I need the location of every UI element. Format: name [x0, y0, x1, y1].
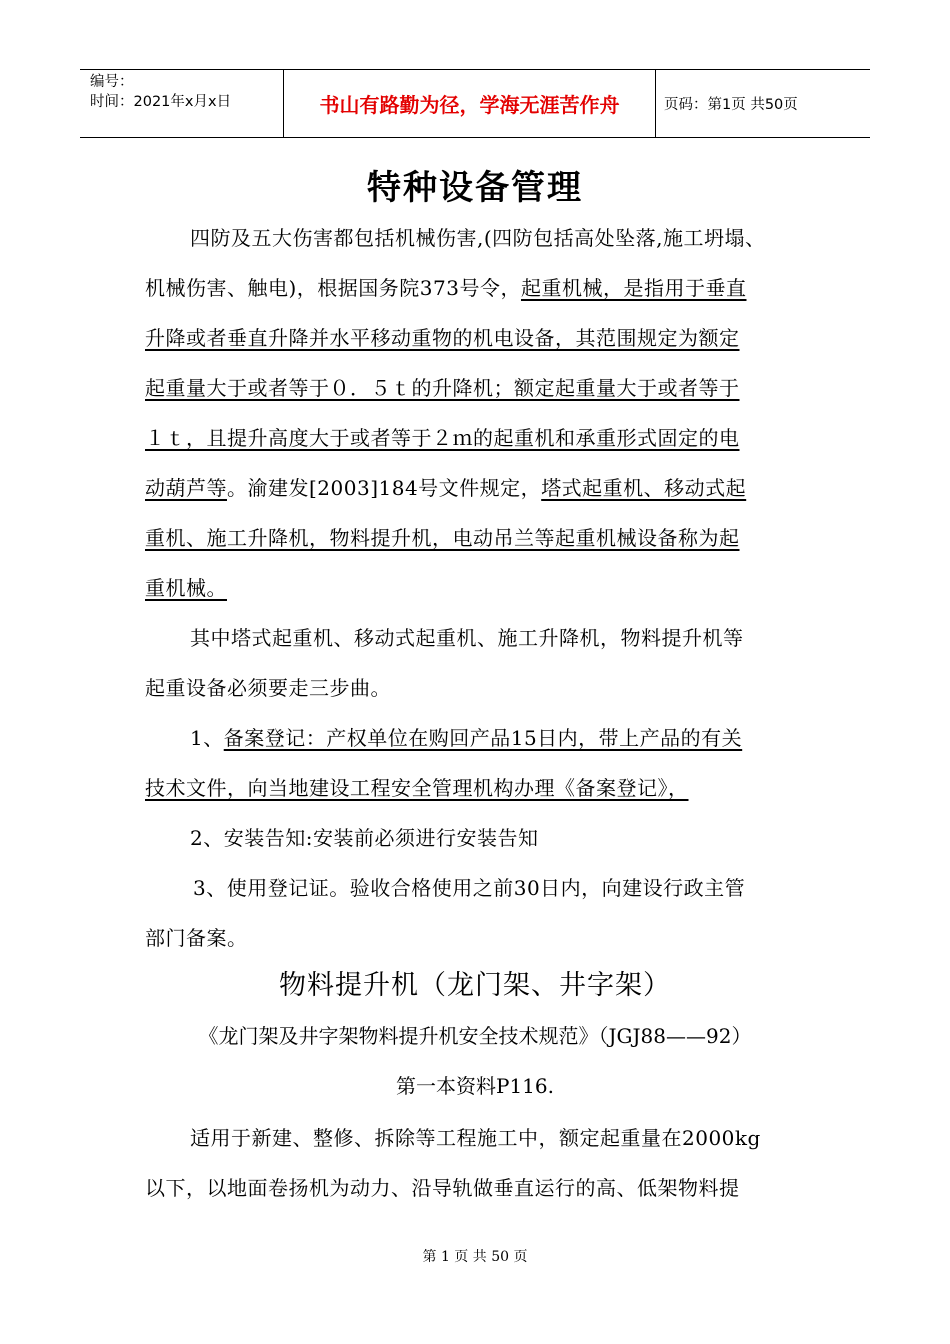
- step3-line2: 部门备案。: [145, 926, 248, 950]
- para1-line8: 重机械。: [145, 576, 227, 600]
- para1-line2-plain: 机械伤害、触电)，根据国务院373号令，: [145, 276, 521, 300]
- spec-reference: 《龙门架及井字架物料提升机安全技术规范》（JGJ88——92）: [198, 1024, 752, 1048]
- para1-line4: 起重量大于或者等于０．５ｔ的升降机；额定起重量大于或者等于: [145, 376, 740, 400]
- para3-line1: 适用于新建、整修、拆除等工程施工中，额定起重量在2000kg: [190, 1126, 761, 1150]
- para1-line6-underlined: 动葫芦等: [145, 476, 227, 500]
- header-meta: [80, 70, 283, 137]
- para1-line5: １ｔ，且提升高度大于或者等于２ｍ的起重机和承重形式固定的电: [145, 426, 740, 450]
- para1-line2-underlined: 起重机械，是指用于垂直: [520, 276, 747, 300]
- material-reference: 第一本资料P116.: [396, 1074, 554, 1098]
- step2-line: 2、安装告知:安装前必须进行安装告知: [190, 826, 539, 850]
- para1-line6: [145, 472, 746, 501]
- step1-text: 备案登记：产权单位在购回产品15日内，带上产品的有关: [223, 726, 743, 750]
- document-title: 特种设备管理: [367, 168, 583, 208]
- time-label: 时间：2021年x月x日: [90, 94, 232, 110]
- para1-line2: [145, 272, 746, 301]
- step1-line1: [190, 722, 742, 751]
- para1-line6-plain: 。渝建发[2003]184号文件规定，: [227, 476, 542, 500]
- para2-line1: 其中塔式起重机、移动式起重机、施工升降机，物料提升机等: [190, 626, 744, 650]
- para1-line7: 重机、施工升降机，物料提升机，电动吊兰等起重机械设备称为起: [145, 526, 740, 550]
- header-page-info: 页码：第1页 共50页: [664, 97, 798, 113]
- step1-line2: 技术文件，向当地建设工程安全管理机构办理《备案登记》，: [145, 776, 689, 800]
- header-motto: 书山有路勤为径，学海无涯苦作舟: [283, 70, 656, 137]
- para1-line6-underlined-2: 塔式起重机、移动式起: [541, 476, 747, 500]
- para3-line2: 以下，以地面卷扬机为动力、沿导轨做垂直运行的高、低架物料提: [145, 1176, 740, 1200]
- step1-number: 1、: [190, 726, 224, 750]
- para2-line2: 起重设备必须要走三步曲。: [145, 676, 391, 700]
- header-table: [80, 69, 870, 138]
- section-subtitle: 物料提升机（龙门架、井字架）: [279, 970, 671, 1001]
- para1-line1: 四防及五大伤害都包括机械伤害,(四防包括高处坠落,施工坍塌、: [190, 226, 766, 250]
- number-label: 编号：: [90, 74, 134, 90]
- step3-line1: 3、使用登记证。验收合格使用之前30日内，向建设行政主管: [193, 876, 746, 900]
- para1-line3: 升降或者垂直升降并水平移动重物的机电设备，其范围规定为额定: [145, 326, 740, 350]
- page-footer: 第 1 页 共 50 页: [422, 1249, 528, 1265]
